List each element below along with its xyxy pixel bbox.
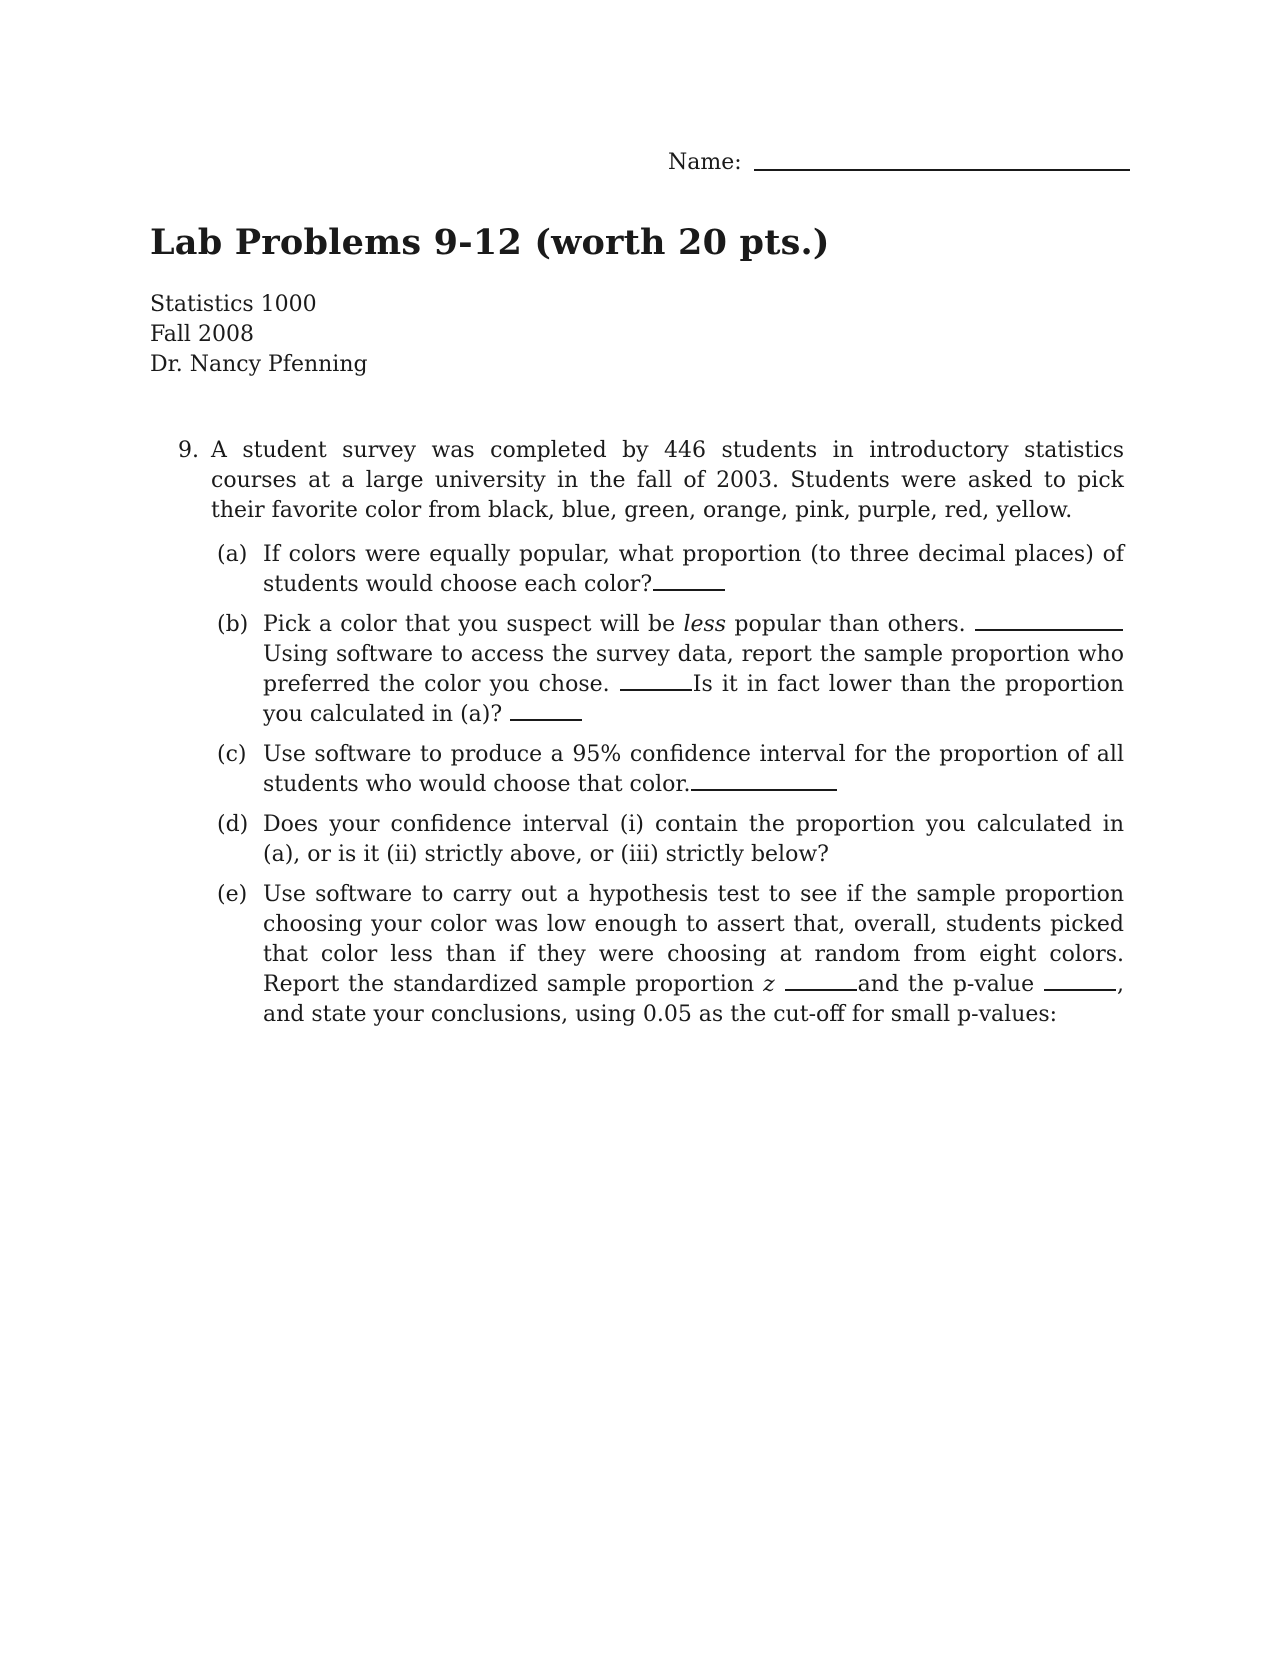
part-text: Use software to produce a 95% confidence interval for the proportion of all students who would choose that color. — [263, 742, 1124, 797]
answer-blank-e-pvalue[interactable] — [1044, 989, 1116, 991]
part-label: (b) — [217, 612, 249, 637]
part-b — [217, 610, 1124, 730]
name-blank[interactable] — [754, 169, 1130, 171]
part-text: Using software to access the survey data, report the sample proportion who preferred the color you chose. — [263, 642, 1124, 697]
problem-9 — [178, 436, 1124, 1040]
name-row — [668, 150, 1130, 175]
part-c — [217, 740, 1124, 800]
part-text: , and state your conclusions, using 0.05 as the cut-off for small p-values: — [263, 972, 1124, 1027]
course-info — [150, 290, 368, 380]
answer-blank-e-z[interactable] — [785, 989, 857, 991]
course-name: Statistics 1000 — [150, 292, 317, 317]
z-symbol: z — [763, 972, 775, 997]
answer-blank-a[interactable] — [653, 589, 725, 591]
part-text: Is it in fact lower than the proportion you calculated in (a)? — [263, 672, 1124, 727]
part-text: popular than others. — [726, 612, 974, 637]
part-label: (d) — [217, 812, 249, 837]
emphasis-text: less — [683, 612, 727, 637]
part-e — [217, 880, 1124, 1030]
part-a — [217, 540, 1124, 600]
course-term: Fall 2008 — [150, 322, 254, 347]
part-label: (c) — [217, 742, 247, 767]
part-text: Pick a color that you suspect will be — [263, 612, 684, 637]
part-label: (a) — [217, 542, 248, 567]
part-text: Does your confidence interval (i) contain the proportion you calculated in (a), or is it (ii) strictly above, or (iii) strictly below? — [263, 812, 1124, 867]
part-d — [217, 810, 1124, 870]
name-label: Name: — [668, 150, 742, 175]
answer-blank-c[interactable] — [691, 789, 837, 791]
problem-stem: A student survey was completed by 446 students in introductory statistics courses at a large university in the fall of 2003. Students were asked to pick their favorite color from black, blue, green, orange, pink, purple, red, yellow. — [211, 438, 1124, 523]
answer-blank-b-proportion[interactable] — [620, 689, 692, 691]
problem-number: 9. — [178, 438, 199, 463]
part-text: and the p-value — [857, 972, 1043, 997]
part-label: (e) — [217, 882, 248, 907]
problem-parts — [178, 540, 1124, 1030]
answer-blank-b-lower[interactable] — [510, 719, 582, 721]
answer-blank-b-color[interactable] — [975, 629, 1123, 631]
course-instructor: Dr. Nancy Pfenning — [150, 352, 368, 377]
page-title: Lab Problems 9-12 (worth 20 pts.) — [150, 222, 830, 263]
part-text: Use software to carry out a hypothesis test to see if the sample proportion choosing your color was low enough to assert that, overall, students picked that color less than if they were choosing at random from eight colors. Report the standardized sample proportion — [263, 882, 1124, 997]
part-text: If colors were equally popular, what proportion (to three decimal places) of students would choose each color? — [263, 542, 1124, 597]
